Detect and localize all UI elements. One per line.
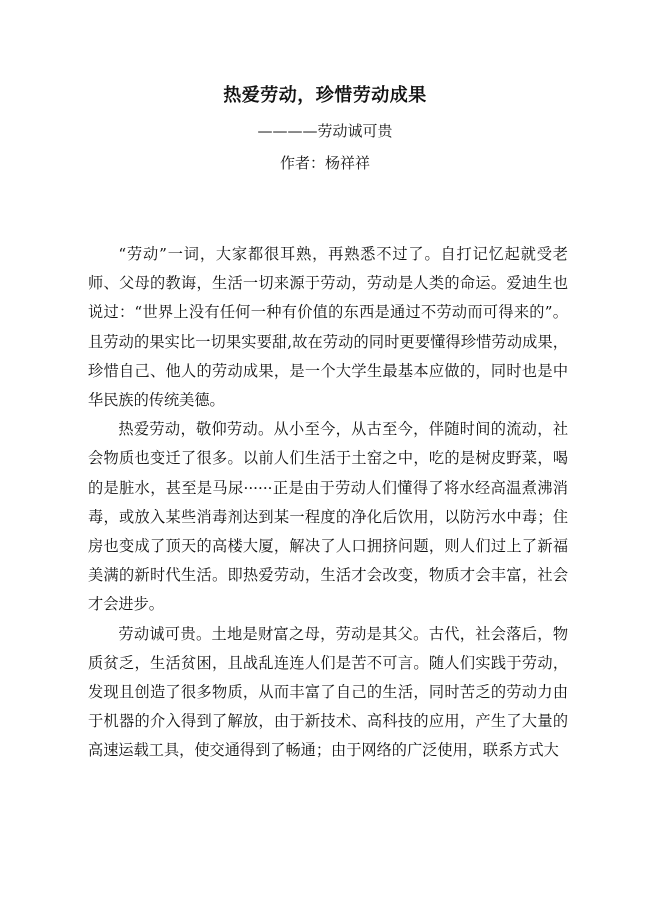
paragraph: 热爱劳动，敬仰劳动。从小至今，从古至今，伴随时间的流动，社会物质也变迁了很多。以前人们生活于土窑之中，吃的是树皮野菜，喝的是脏水，甚至是马尿······正是由于劳动人们懂得了将水经高温煮沸消毒，或放入某些消毒剂达到某一程度的净化后饮用，以防污水中毒；住房也变成了顶天的高楼大厦，解决了人口拥挤问题，则人们过上了新福美满的新时代生活。即热爱劳动，生活才会改变，物质才会丰富，社会才会进步。 (88, 420, 568, 614)
paragraph: “劳动”一词，大家都很耳熟，再熟悉不过了。自打记忆起就受老师、父母的教诲，生活一切来源于劳动，劳动是人类的命运。爱迪生也说过：“世界上没有任何一种有价值的东西是通过不劳动而可得来的”。且劳动的果实比一切果实要甜,故在劳动的同时更要懂得珍惜劳动成果，珍惜自己、他人的劳动成果，是一个大学生最基本应做的，同时也是中华民族的传统美德。 (88, 245, 568, 410)
document-title: 热爱劳动，珍惜劳动成果 (223, 85, 427, 106)
document-body (88, 240, 568, 766)
document-subtitle: ————劳动诚可贵 (257, 122, 393, 140)
document-author: 作者：杨祥祥 (279, 154, 370, 172)
paragraph: 劳动诚可贵。土地是财富之母，劳动是其父。古代，社会落后，物质贫乏，生活贫困，且战乱连连人们是苦不可言。随人们实践于劳动，发现且创造了很多物质，从而丰富了自己的生活，同时苦乏的劳动力由于机器的介入得到了解放，由于新技术、高科技的应用，产生了大量的高速运载工具，使交通得到了畅通；由于网络的广泛使用，联系方式大 (88, 624, 568, 760)
